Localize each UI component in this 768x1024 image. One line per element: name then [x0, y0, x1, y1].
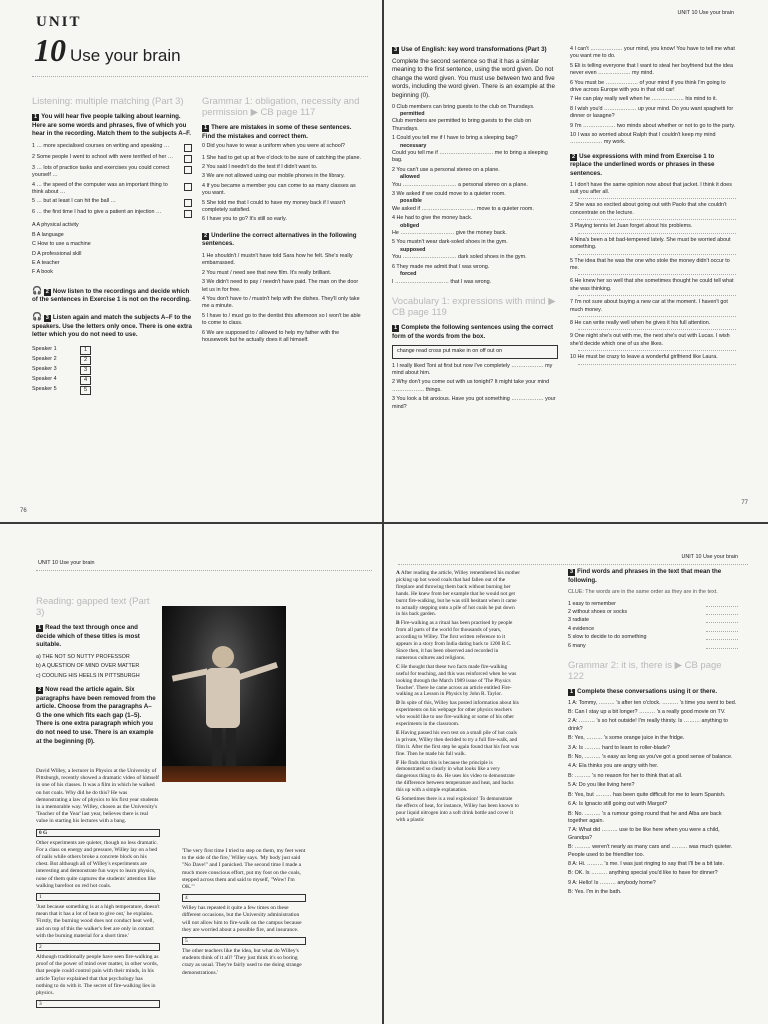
grammar1-item2: 4 You don't have to / mustn't help with the dishes. They'll only take me a minute.: [202, 296, 360, 310]
speaker-label: Speaker 1: [32, 345, 57, 352]
answer-line[interactable]: [706, 622, 738, 624]
key-word: supposed: [400, 246, 426, 253]
page-76: [0, 0, 382, 522]
key-word: obliged: [400, 222, 420, 229]
dialogue-line: 9 A: Hello! Is ……… anybody home?: [568, 879, 656, 886]
dialogue-line: B: No, ……… 's easy as long as you've got a good sense of balance.: [568, 754, 733, 761]
key-word: possible: [400, 198, 422, 205]
grammar1-section: [202, 96, 362, 347]
answer-box[interactable]: 1: [80, 346, 91, 355]
answer-checkbox[interactable]: [184, 183, 192, 191]
meaning-list: [568, 601, 738, 650]
reading-ex2: 2 Now read the article again. Six paragraphs have been removed from the article. Choose from the paragraphs A–G the one which fits each gap (1–5). There is one extra paragraph which you do not need to use. There is an example at the beginning (0).: [36, 686, 156, 745]
replace-item: 2 She was so excited about going out with Paolo that she couldn't concentrate on the lecture.: [570, 202, 727, 216]
transform-items: [392, 104, 558, 286]
uoe-instructions: Complete the second sentence so that it has a similar meaning to the first sentence, using the word given. Do not change the word given. You must use between two and five words, including the word given. There is an example at the beginning (0).: [392, 57, 555, 99]
paragraph-text: Sometimes there is a real explosion! To demonstrate the effects of heat, for instance, Willey has been known to pour liquid nitrogen into a soft drink bottle and cover it with a plastic: [396, 796, 519, 823]
listening-title: Listening: multiple matching (Part 3): [32, 96, 184, 107]
listening-ex1: 1 You will hear five people talking about learning. Here are some words and phrases, five of which you hear in the recording. Match them to the subjects A–F.: [32, 113, 191, 138]
transform-answer[interactable]: You ………………………… a personal stereo on a plane.: [392, 181, 528, 188]
divider: [398, 564, 748, 565]
answer-line[interactable]: [578, 364, 736, 365]
replace-items: [570, 182, 736, 365]
answer-checkbox[interactable]: [184, 210, 192, 218]
option-paragraph: [396, 620, 520, 661]
subject-list: [32, 222, 192, 276]
person-arm-right: [238, 662, 278, 680]
paragraph-letter: D: [396, 700, 400, 707]
paragraph-text: In spite of this, Willey has posted information about his experiments on his webpage for other physics teachers who would like to use fire-walking or some of his other experiments in the classroom.: [396, 700, 519, 728]
mind-item: 5 Eli is telling everyone that I want to steal her boyfriend but the idea never even ……………… my mind.: [570, 62, 734, 77]
subject-item: B A language: [32, 231, 64, 238]
answer-line[interactable]: [578, 274, 736, 275]
uoe-title: 3 Use of English: key word transformations (Part 3): [394, 46, 547, 53]
grammar1-title: Grammar 1: obligation, necessity and permission ▶ CB page 117: [202, 96, 360, 118]
replace-item: 8 He can write really well when he gives it his full attention.: [570, 319, 711, 326]
answer-line[interactable]: [578, 219, 736, 220]
dialogue-line: 2 A: ……… 's so hot outside! I'm really thirsty. Is ……… anything to drink?: [568, 718, 728, 732]
title-option: c) COOLING HIS HEELS IN PITTSBURGH: [36, 672, 140, 679]
answer-line[interactable]: [578, 233, 736, 234]
paragraph-options: [396, 570, 520, 826]
dialogue-line: 8 A: Hi. ……… 's me. I was just ringing to say that I'll be a bit late.: [568, 860, 725, 867]
paragraph-letter: E: [396, 729, 400, 736]
answer-line[interactable]: [706, 648, 738, 650]
speaker-label: Speaker 4: [32, 375, 57, 382]
meaning-text: 6 many: [568, 642, 586, 649]
article-paragraph: 'The very first time I tried to step on them, my feet went to the side of the fire,' Willey says. 'My body just said "No Dave!" and I panicked. The second time I made a much more conscious effort, put my foot on the coals, stepped across them and said to myself, "Wow! I'm OK."': [182, 848, 306, 891]
gap-box: 0 G: [36, 829, 160, 837]
subject-item: F A book: [32, 269, 53, 276]
subject-item: E A teacher: [32, 260, 60, 267]
listening-item-text: 5 … but at least I can hit the ball …: [32, 198, 116, 205]
paragraph-text: After reading the article, Willey remembered his mother picking up hot wood coals that had fallen out of the fireplace and throwing them back without burning her hands. He knew from her example that he would not get burnt fire-walking, but he was still hesitant when it came to actually stepping onto a pile of hot coals he put down in his back garden.: [396, 570, 520, 618]
transform-sentence: 5 You mustn't wear dark-soled shoes in the gym.: [392, 239, 508, 246]
person-head: [212, 646, 234, 668]
answer-line[interactable]: [706, 614, 738, 616]
transform-item: [392, 167, 558, 189]
grammar1-item2: 5 I have to / must go to the dentist this afternoon so I won't be able to come to class.: [202, 312, 361, 327]
vocab-item: 2 Why don't you come out with us tonight? It might take your mind ……………… things.: [392, 379, 550, 393]
dialogue-line: 5 A: Do you like living here?: [568, 782, 635, 789]
transform-sentence: 4 He had to give the money back.: [392, 215, 473, 222]
grammar1-item: 4 If you became a member you can come to as many classes as you want.: [202, 182, 356, 197]
meaning-row: [568, 626, 738, 633]
replace-item: 3 Playing tennis let Juan forget about his problems.: [570, 223, 693, 230]
transform-answer[interactable]: We asked if ………………………… move to a quieter room.: [392, 205, 534, 212]
answer-box[interactable]: 4: [80, 376, 91, 385]
dialogue-line: 7 A: What did ……… use to be like here when you were a child, Grandpa?: [568, 827, 720, 841]
mind-item: 9 I'm ……………… two minds about whether or not to go to the party.: [570, 122, 736, 129]
gap-box[interactable]: 1: [36, 893, 160, 901]
grammar1-item: 3 We are not allowed using our mobile phones in the library.: [202, 173, 345, 180]
replace-item: 10 He must be crazy to leave a wonderful girlfriend like Laura.: [570, 354, 718, 361]
divider: [36, 570, 372, 571]
answer-line[interactable]: [578, 295, 736, 296]
listening-ex2: 🎧 2 Now listen to the recordings and decide which of the sentences in Exercise 1 is not on the recording.: [32, 285, 191, 304]
dialogue-line: B: OK. Is ……… anything special you'd like to have for dinner?: [568, 870, 718, 877]
answer-box[interactable]: 5: [80, 386, 91, 395]
replace-item: 5 The idea that he was the one who stole the money didn't occur to me.: [570, 257, 730, 271]
speaker-label: Speaker 2: [32, 355, 57, 362]
meaning-row: [568, 643, 738, 650]
paragraph-letter: A: [396, 570, 400, 576]
grammar1-item: 5 She told me that I could to have my money back if I wasn't completely satisfied.: [202, 199, 346, 214]
key-word: necessary: [400, 142, 427, 149]
find-words-ex: 3 Find words and phrases in the text that mean the following.: [568, 568, 722, 584]
vocab-ex1: 1 Complete the following sentences using the correct form of the words from the box.: [392, 323, 554, 340]
headphones-icon: 🎧: [32, 285, 42, 295]
answer-line[interactable]: [706, 639, 738, 641]
reading-title: Reading: gapped text (Part 3): [36, 596, 150, 618]
paragraph-letter: C: [396, 663, 400, 670]
answer-line[interactable]: [578, 316, 736, 317]
meaning-text: 1 easy to remember: [568, 600, 616, 607]
grammar1-item2: 1 He shouldn't / mustn't have told Sara how he felt. She's really embarrassed.: [202, 253, 353, 267]
dialogue-line: B: Can I stay up a bit longer? ……… 's a really good movie on TV.: [568, 709, 726, 716]
use-of-english-section: [392, 46, 558, 413]
option-paragraph: [396, 664, 520, 699]
dialogue-line: B: No. ……… 's a rumour going round that he and Alba are back together again.: [568, 810, 722, 824]
transform-answer[interactable]: You ………………………… dark soled shoes in the gym.: [392, 254, 527, 261]
running-header: UNIT 10 Use your brain: [38, 560, 95, 566]
transform-item: [392, 191, 558, 213]
mind-item: 10 I was so worried about Ralph that I couldn't keep my mind ……………… my work.: [570, 132, 716, 146]
option-paragraph: [396, 760, 520, 795]
transform-answer[interactable]: Could you tell me if ………………………… me to bring a sleeping bag.: [392, 150, 548, 164]
title-option: b) A QUESTION OF MIND OVER MATTER: [36, 663, 140, 670]
answer-line[interactable]: [578, 350, 736, 351]
transform-item: [392, 135, 558, 165]
answer-checkbox[interactable]: [184, 166, 192, 174]
option-paragraph: [396, 796, 520, 824]
replace-item: 1 I don't have the same opinion now about that jacket. I think it does suit you after all.: [570, 181, 732, 196]
unit-number: 10: [34, 32, 66, 68]
replace-item: 9 One night she's out with me, the next she's out with Lucas. I wish she'd decide which one of us she likes.: [570, 333, 730, 347]
subject-item: D A professional skill: [32, 250, 82, 257]
speaker-row: [32, 346, 192, 355]
page-77: [384, 0, 768, 522]
unit-heading: [34, 32, 181, 69]
speaker-row: [32, 386, 192, 395]
reading-page: [0, 524, 382, 1024]
listening-item-text: 4 … the speed of the computer was an important thing to think about …: [32, 181, 168, 195]
speaker-row: [32, 366, 192, 375]
dialogue-line: 6 A: Is Ignacio still going out with Margot?: [568, 801, 668, 808]
listening-item: [32, 182, 192, 197]
paragraph-text: Having passed his own test on a small pile of hot coals in private, Willey then decided to try a full fire-walk, and film it. After the first step he again found that his foot was fine. Then he made his full walk.: [396, 729, 520, 757]
article-paragraph: The other teachers like the idea, but what do Willey's students think of it all? 'They just think it's so boring crazy as usual. They're fairly used to me doing strange demonstrations.': [182, 948, 302, 976]
answer-checkbox[interactable]: [184, 144, 192, 152]
speaker-label: Speaker 3: [32, 365, 57, 372]
grammar2-ex1: 1 Complete these conversations using it or there.: [570, 688, 718, 696]
key-word: forced: [400, 271, 417, 278]
gap-box[interactable]: 2: [36, 943, 160, 951]
listening-item-text: 2 Some people I went to school with were terrified of her …: [32, 153, 174, 160]
transform-answer[interactable]: He ………………………… give the money back.: [392, 230, 507, 237]
reading-page-right: [384, 524, 768, 1024]
unit-label: UNIT: [36, 14, 82, 30]
title-option: a) THE NOT SO NUTTY PROFESSOR: [36, 653, 130, 660]
speaker-row: [32, 356, 192, 365]
replace-item: 6 He knew her so well that she sometimes thought he could tell what she was thinking.: [570, 278, 734, 292]
paragraph-text: He thought that these two facts made fire-walking useful for teaching, and this was reinforced when he was looking through the March 1989 issue of 'The Physics Teacher'. There he came across an article entitled Fire-walking as a Lesson in Physics by John R. Taylor.: [396, 663, 517, 698]
listening-item-text: 1 … more specialised courses on writing and speaking …: [32, 142, 170, 149]
listening-item: [32, 154, 192, 163]
transform-sentence: 6 They made me admit that I was wrong.: [392, 263, 490, 270]
listening-section: [32, 96, 192, 396]
transform-item: [392, 264, 558, 286]
answer-line[interactable]: [706, 606, 738, 608]
transform-sentence: 1 Could you tell me if I have to bring a sleeping bag?: [392, 135, 518, 142]
grammar1-item: 1 She had to get up at five o'clock to be sure of catching the plane.: [202, 154, 361, 161]
transform-sentence: 0 Club members can bring guests to the club on Thursdays.: [392, 103, 535, 110]
key-word: allowed: [400, 174, 420, 181]
listening-item: [32, 143, 192, 152]
article-col2: [182, 848, 306, 977]
speaker-label: Speaker 5: [32, 385, 57, 392]
title-options: [36, 654, 156, 680]
subject-item: C How to use a machine: [32, 241, 91, 248]
answer-checkbox[interactable]: [184, 155, 192, 163]
meaning-text: 3 radiate: [568, 617, 589, 624]
key-word: permitted: [400, 110, 425, 117]
replace-item: 4 Nina's been a bit bad-tempered lately. She must be worried about something.: [570, 236, 731, 251]
vocab-items: [392, 363, 558, 411]
grammar1-example: 0 Did you have to wear a uniform when you were at school?: [202, 143, 345, 150]
option-paragraph: [396, 730, 520, 758]
paragraph-letter: F: [396, 759, 400, 766]
gap-box[interactable]: 4: [182, 894, 306, 902]
grammar1-items: [202, 155, 362, 224]
paragraph-letter: B: [396, 620, 400, 627]
transform-sentence: 3 We asked if we could move to a quieter room.: [392, 191, 506, 198]
paragraph-text: Fire-walking as a ritual has been practised by people from all parts of the world for thousands of years, according to Willey. The first written reference to it appears in a story from India dating back to 1200 B.C. Since then, it has been observed and recorded in numerous cultures and religions.: [396, 620, 513, 661]
article-paragraph: Other experiments are quieter, though no less dramatic. For a class on energy and pressure, Willey lay on a bed of nails while others broke a concrete block on his chest. But although all of Willey's experiments are interesting and demonstrate fun ways to learn physics, none of them quite captures the students' attention like walking barefoot on red hot coals.: [36, 839, 158, 889]
option-paragraph: [396, 700, 520, 728]
meaning-row: [568, 634, 738, 641]
dialogue-line: B: ……… 's no reason for her to think that at all.: [568, 772, 683, 779]
page-number: 77: [741, 500, 748, 506]
person-body: [206, 668, 240, 728]
dialogue-line: B: Yes, ……… 's some orange juice in the fridge.: [568, 735, 685, 742]
transform-answer[interactable]: I ………………………… that I was wrong.: [392, 278, 492, 285]
word-box: change read cross put make in on off out on: [392, 345, 558, 358]
article-col1: [36, 768, 160, 1011]
person-leg: [212, 728, 222, 770]
vocab-item: 1 I really liked Toni at first but now I've completely ……………… my mind about him.: [392, 362, 553, 376]
paragraph-letter: G: [396, 796, 401, 803]
clue-text: CLUE: The words are in the same order as they are in the text.: [568, 589, 718, 596]
gap-box[interactable]: 3: [36, 1000, 160, 1008]
answer-line[interactable]: [578, 254, 736, 255]
listening-item-text: 3 … lots of practice tasks and exercises you could correct yourself …: [32, 164, 170, 179]
fire-walker-photo: [162, 606, 286, 782]
mind-section: [570, 46, 736, 368]
vocab-item: 3 You look a bit anxious. Have you got something ……………… your mind?: [392, 396, 556, 410]
listening-item: [32, 209, 192, 218]
option-paragraph: [396, 570, 520, 618]
transform-sentence: 2 You can't use a personal stereo on a plane.: [392, 166, 500, 173]
article-paragraph: Although traditionally people have seen fire-walking as proof of the power of mind over matter, in other words, that people could control pain with their minds, in his article Taylor explained that that psychology has nothing to do with it. The secret of fire-walking lies in physics.: [36, 954, 159, 997]
answer-checkbox[interactable]: [184, 199, 192, 207]
meaning-row: [568, 617, 738, 624]
person-leg: [226, 728, 236, 770]
grammar1-ex1: 1 There are mistakes in some of these sentences. Find the mistakes and correct them.: [202, 124, 352, 140]
dialogue-line: B: ……… weren't nearly as many cars and ……… was much quieter. People used to be friendlier too.: [568, 844, 733, 858]
running-header: UNIT 10 Use your brain: [681, 554, 738, 560]
answer-line[interactable]: [706, 631, 738, 633]
meaning-text: 5 slow to decide to do something: [568, 634, 647, 641]
person-arm-left: [172, 668, 208, 681]
answer-box[interactable]: 3: [80, 366, 91, 375]
grammar1-item: 2 You said I needn't do the test if I didn't want to.: [202, 164, 318, 170]
article-paragraph: David Willey, a lecturer in Physics at the University of Pittsburgh, recently showed a dramatic video of himself in one of his classes. It was a film in which he walked on hot coals. Why did he do this? He was demonstrating a law of physics to his first year students in a memorable way. Willey, chosen as the University's 'Teacher of the Year' last year, believes there is real value in starting his lectures with a bang.: [36, 768, 160, 825]
reading-intro: [36, 596, 156, 746]
divider: [32, 76, 368, 77]
meaning-row: [568, 601, 738, 608]
transform-item: [392, 104, 558, 134]
mind-item: 8 I wish you'd ……………… up your mind. Do you want spaghetti for dinner or lasagne?: [570, 105, 734, 120]
answer-line[interactable]: [578, 329, 736, 330]
vocab-and-grammar2: [568, 568, 738, 899]
mind-item: 6 You must be ……………… of your mind if you think I'm going to drive across Europe with you in that old car!: [570, 79, 726, 94]
dialogue-line: B: Yes, but ……… has been quite difficult for me to learn Spanish.: [568, 791, 726, 798]
mind-ex2: 2 Use expressions with mind from Exercise 1 to replace the underlined words or phrases in these sentences.: [570, 152, 715, 178]
subject-item: A A physical activity: [32, 222, 79, 229]
dialogue-list: [568, 700, 738, 897]
meaning-row: [568, 609, 738, 616]
grammar1-items2: [202, 253, 362, 344]
article-paragraph: 'Just because something is at a high temperature, doesn't mean that it has a lot of heat to give out,' he explains. 'Firstly, the burning wood does not conduct heat well, and on top of this the walker's feet are only in contact with the burning material for a short time.': [36, 904, 160, 939]
hot-coals: [162, 766, 286, 782]
listening-item-text: 6 … the first time I had to give a patient an injection …: [32, 209, 162, 216]
page-number: 76: [20, 508, 27, 514]
grammar2-title: Grammar 2: it is, there is ▶ CB page 122: [568, 660, 722, 683]
speaker-list: [32, 346, 192, 395]
mind-item: 7 He can play really well when he ……………… his mind to it.: [570, 96, 718, 103]
dialogue-line: 3 A: Is ……… hard to learn to roller-blade?: [568, 744, 670, 751]
listening-item: [32, 198, 192, 207]
grammar1-item2: 3 We didn't need to pay / needn't have paid. The man on the door let us in for free.: [202, 279, 359, 293]
grammar1-ex2: 2 Underline the correct alternatives in the following sentences.: [202, 231, 357, 248]
grammar1-item2: 6 We are supposed to / allowed to help my father with the housework but he actually does it all himself.: [202, 329, 340, 344]
vocab-title: Vocabulary 1: expressions with mind ▶ CB page 119: [392, 295, 556, 318]
dialogue-line: 4 A: Ela thinks you are angry with her.: [568, 763, 659, 770]
transform-item: [392, 239, 558, 261]
running-header: UNIT 10 Use your brain: [677, 10, 734, 16]
gap-box[interactable]: 5: [182, 937, 306, 945]
listening-items: [32, 143, 192, 219]
paragraph-text: He finds that this is because the principle is demonstrated so clearly in what looks like a very dangerous thing to do. He uses his video to demonstrate the difference between temperature and heat, and backs this up with a simple explanation.: [396, 759, 515, 794]
unit-title: Use your brain: [70, 46, 181, 65]
answer-line[interactable]: [578, 198, 736, 199]
dialogue-line: 1 A: Tommy, ……… 's after ten o'clock. ……… 's time you went to bed.: [568, 699, 737, 706]
listening-ex3: 🎧 3 Listen again and match the subjects A–F to the speakers. Use the letters only once. There is one extra letter which you do not need to use.: [32, 312, 192, 339]
article-paragraph: Willey has repeated it quite a few times on these different occasions, but the University administration will not allow him to fire-walk on the campus because they are worried about a possible fire, and insurance.: [182, 905, 302, 933]
reading-ex1: 1 Read the text through once and decide which of these titles is most suitable.: [36, 624, 140, 649]
listening-item: [32, 165, 192, 180]
headphones-icon: 🎧: [32, 312, 42, 322]
dialogue-line: B: Yes. I'm in the bath.: [568, 889, 622, 896]
transform-item: [392, 215, 558, 237]
replace-item: 7 I'm not sure about buying a new car at the moment. I haven't got much money.: [570, 299, 728, 313]
mind-items: [570, 46, 736, 147]
transform-answer[interactable]: Club members are permitted to bring guests to the club on Thursdays.: [392, 118, 532, 132]
meaning-text: 4 evidence: [568, 625, 595, 632]
answer-box[interactable]: 2: [80, 356, 91, 365]
meaning-text: 2 without shoes or socks: [568, 609, 628, 615]
grammar1-item2: 2 You must / need see that new film. It's really brilliant.: [202, 269, 332, 276]
grammar1-item: 6 I have you to go? It's still so early.: [202, 216, 287, 223]
mind-item: 4 I can't ……………… your mind, you know! You have to tell me what you want me to do.: [570, 46, 735, 60]
speaker-row: [32, 376, 192, 385]
